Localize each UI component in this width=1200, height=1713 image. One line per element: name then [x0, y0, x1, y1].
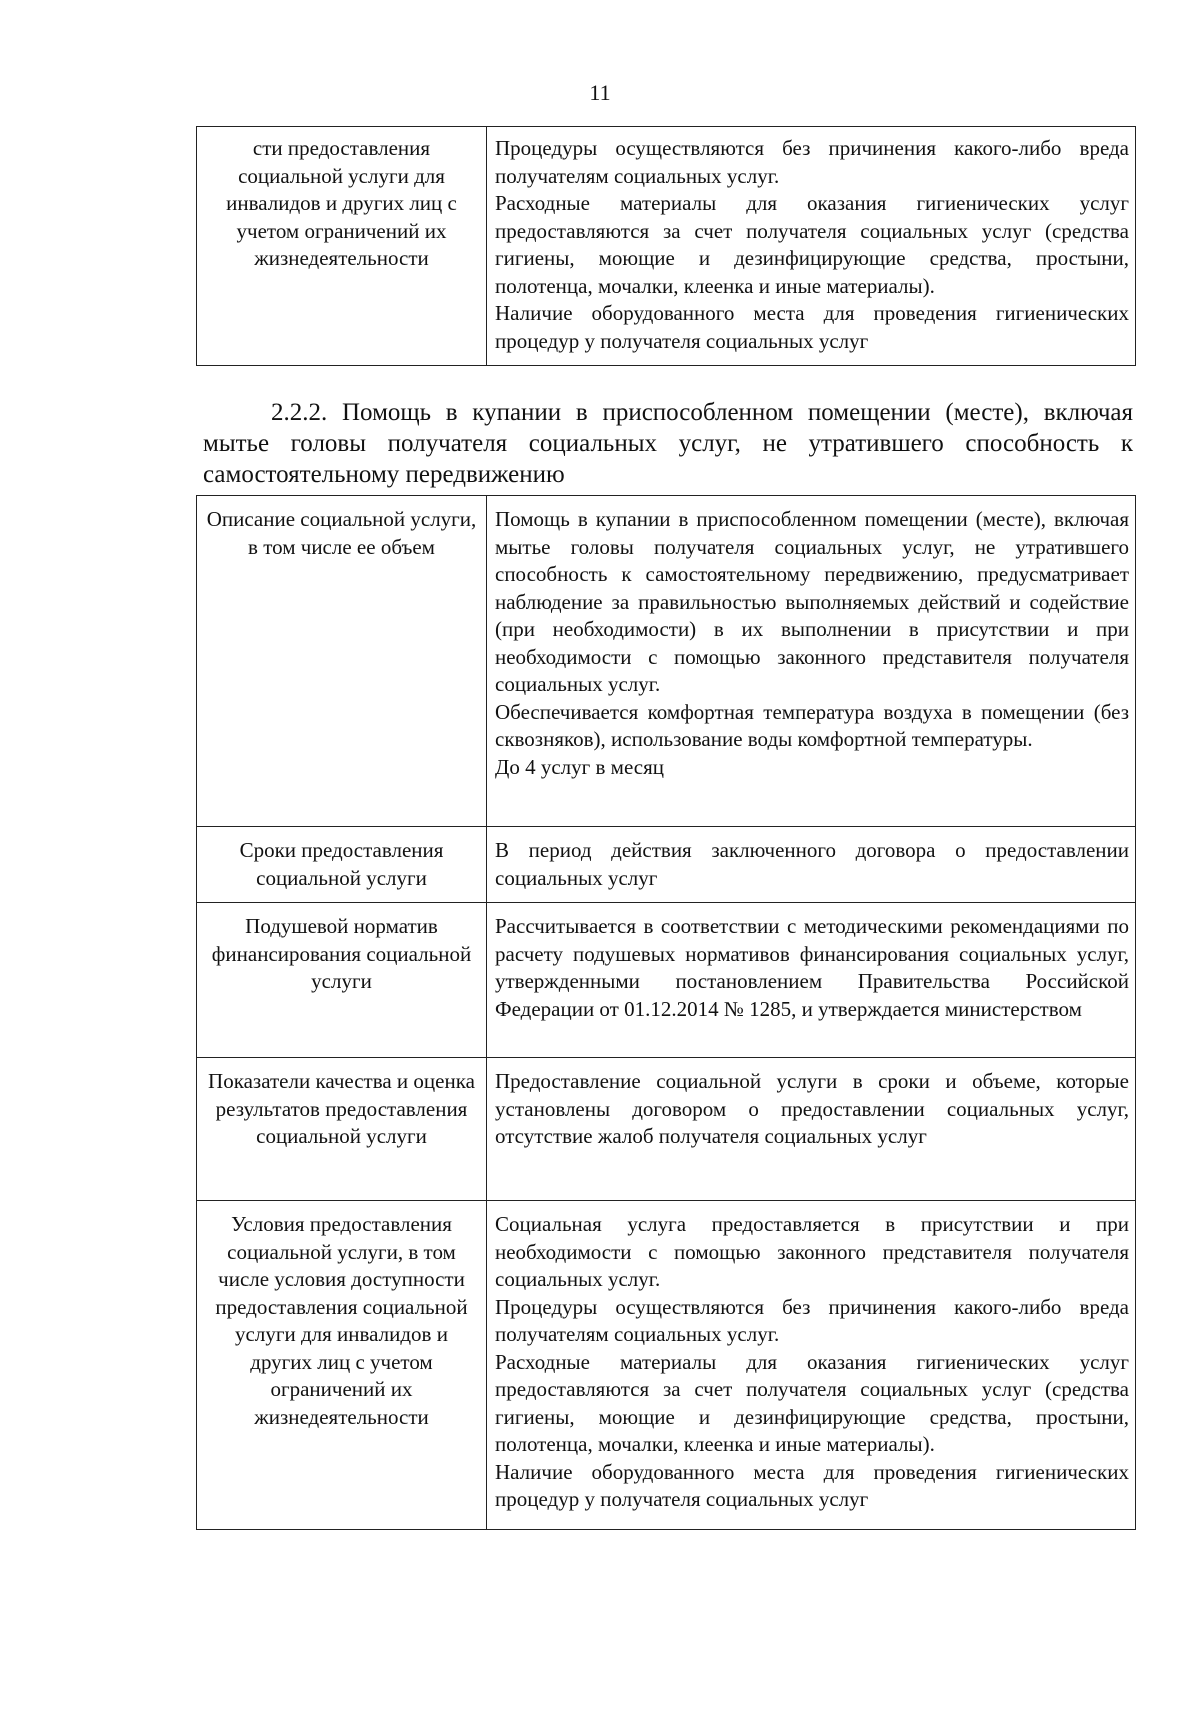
- row-label: Сроки предоставления социальной услуги: [197, 827, 487, 903]
- row-label: сти предоставления социальной услуги для инвалидов и других лиц с учетом ограничений их жизнедеятельности: [197, 127, 487, 366]
- table-row: [197, 1201, 1136, 1530]
- paragraph: Социальная услуга предоставляется в присутствии и при необходимости с помощью законного представителя получателя социальных услуг.: [495, 1212, 1129, 1291]
- table-row: [197, 496, 1136, 827]
- row-label: Показатели качества и оценка результатов предоставления социальной услуги: [197, 1058, 487, 1201]
- paragraph: Расходные материалы для оказания гигиенических услуг предоставляются за счет получателя социальных услуг (средства гигиены, моющие и дезинфицирующие средства, простыни, полотенца, мочалки, клеенка и иные материалы).: [495, 1349, 1129, 1456]
- row-value: [487, 496, 1136, 827]
- paragraph: Наличие оборудованного места для проведения гигиенических процедур у получателя социальных услуг: [495, 301, 1129, 353]
- paragraph: До 4 услуг в месяц: [495, 754, 665, 779]
- table-row: [197, 1058, 1136, 1201]
- paragraph: В период действия заключенного договора о предоставлении социальных услуг: [495, 838, 1129, 890]
- row-value: [487, 1201, 1136, 1530]
- paragraph: Рассчитывается в соответствии с методическими рекомендациями по расчету подушевых нормативов финансирования социальных услуг, утвержденными постановлением Правительства Российской Федерации от 01.12.2014 № 1285, и утверждается министерством: [495, 914, 1129, 1021]
- row-label: Описание социальной услуги, в том числе ее объем: [197, 496, 487, 827]
- page-number: 11: [589, 80, 611, 105]
- service-table: [196, 495, 1136, 1530]
- row-value: [487, 903, 1136, 1058]
- section-number: 2.2.2.: [271, 399, 328, 426]
- row-value: [487, 1058, 1136, 1201]
- row-label: Подушевой норматив финансирования социальной услуги: [197, 903, 487, 1058]
- row-label: Условия предоставления социальной услуги, в том числе условия доступности предоставления социальной услуги для инвалидов и других лиц с учетом ограничений их жизнедеятельности: [197, 1201, 487, 1530]
- paragraph: Обеспечивается комфортная температура воздуха в помещении (без сквозняков), использование воды комфортной температуры.: [495, 699, 1129, 751]
- paragraph: Предоставление социальной услуги в сроки и объеме, которые установлены договором о предоставлении социальных услуг, отсутствие жалоб получателя социальных услуг: [495, 1069, 1129, 1148]
- continuation-table: [196, 126, 1136, 366]
- table-row: [197, 127, 1136, 366]
- table-row: [197, 827, 1136, 903]
- paragraph: Расходные материалы для оказания гигиенических услуг предоставляются за счет получателя социальных услуг (средства гигиены, моющие и дезинфицирующие средства, простыни, полотенца, мочалки, клеенка и иные материалы).: [495, 191, 1129, 298]
- table-row: [197, 903, 1136, 1058]
- row-value: [487, 127, 1136, 366]
- paragraph: Помощь в купании в приспособленном помещении (месте), включая мытье головы получателя социальных услуг, не утратившего способность к самостоятельному передвижению, предусматривает наблюдение за правильностью выполняемых действий и содействие (при необходимости) в их выполнении в присутствии и при необходимости с помощью законного представителя получателя социальных услуг.: [495, 507, 1129, 696]
- section-title: Помощь в купании в приспособленном помещении (месте), включая мытье головы получателя социальных услуг, не утратившего способность к самостоятельному передвижению: [203, 399, 1134, 488]
- section-heading: [203, 397, 1133, 490]
- row-value: [487, 827, 1136, 903]
- paragraph: Процедуры осуществляются без причинения какого-либо вреда получателям социальных услуг.: [495, 1294, 1129, 1346]
- paragraph: Процедуры осуществляются без причинения какого-либо вреда получателям социальных услуг.: [495, 136, 1129, 188]
- paragraph: Наличие оборудованного места для проведения гигиенических процедур у получателя социальных услуг: [495, 1459, 1129, 1511]
